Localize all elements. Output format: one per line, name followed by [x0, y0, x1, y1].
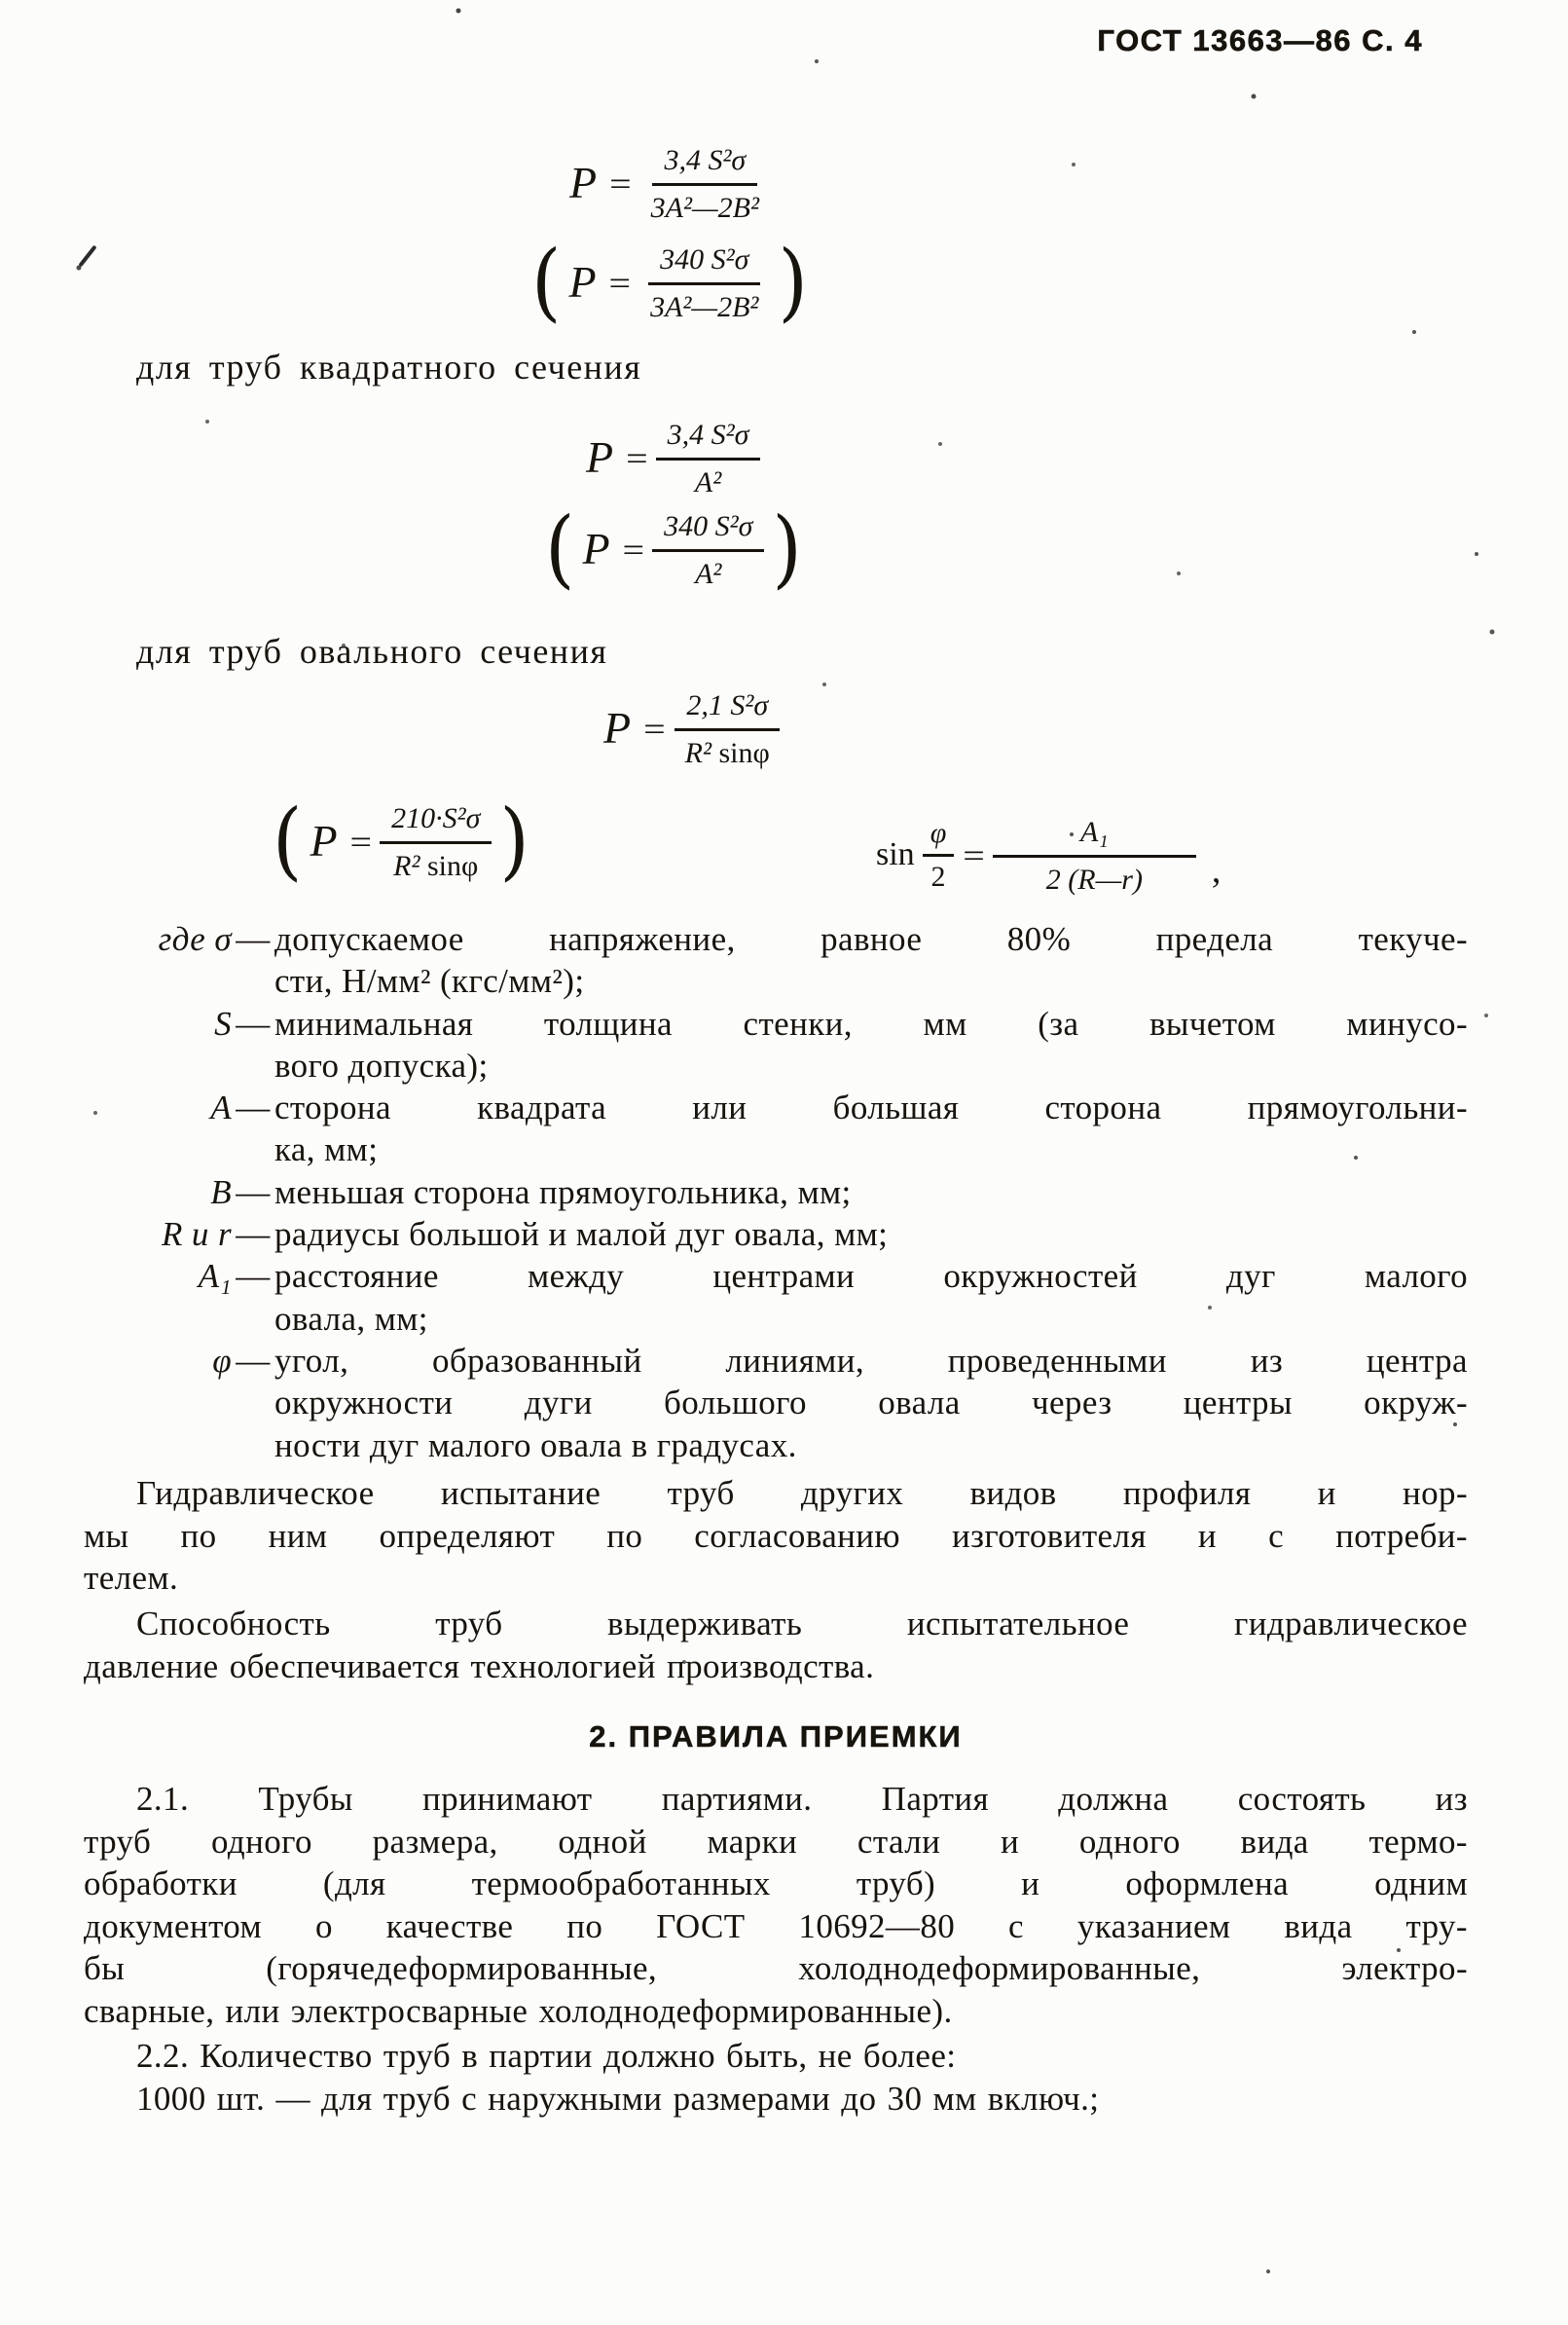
- formula-lhs: P: [582, 524, 610, 573]
- definition-text: [274, 1003, 1468, 1088]
- fraction-denominator: 2: [930, 861, 946, 893]
- equals-sign: =: [608, 263, 631, 302]
- den-variable: R²: [684, 737, 711, 769]
- definition-term: R и r: [162, 1215, 232, 1254]
- den-function: sinφ: [427, 850, 479, 882]
- fraction-denominator: 3A²—2B²: [650, 291, 759, 323]
- definition-row-a: [84, 1087, 1468, 1171]
- equals-sign: =: [609, 164, 631, 203]
- fraction: [923, 817, 955, 893]
- text-line: Гидравлическое испытание труб других видов профиля и нор-: [136, 1474, 1468, 1512]
- equals-sign: =: [626, 438, 647, 477]
- definition-row-phi: [84, 1340, 1468, 1466]
- fraction-denominator: [382, 844, 490, 882]
- definition-term: A: [210, 1089, 232, 1127]
- definition-dash: —: [236, 1172, 271, 1211]
- text-line: 1000 шт. — для труб с наружными размерами до 30 мм включ.;: [136, 2080, 1100, 2118]
- fraction-denominator: [674, 731, 782, 769]
- definition-text: [274, 1340, 1468, 1466]
- definition-text: [274, 1255, 1468, 1340]
- formula-rect-pressure-kgs: [524, 233, 816, 332]
- text-line: радиусы большой и малой дуг овала, мм;: [274, 1215, 889, 1254]
- text-line: минимальная толщина стенки, мм (за вычетом минусо-: [274, 1004, 1468, 1043]
- text-line: труб одного размера, одной марки стали и одного вида термо-: [84, 1822, 1468, 1861]
- formula-square-pressure-kgs: [537, 499, 810, 599]
- paragraph-2-2-qty-1000: [84, 2078, 1468, 2121]
- definition-text: [274, 1213, 1468, 1255]
- paragraph-capability: [84, 1603, 1468, 1687]
- text-line: сварные, или электросварные холоднодеформированные).: [84, 1991, 953, 2030]
- fraction: [652, 508, 764, 590]
- fraction-denominator: 2 (R—r): [1045, 864, 1143, 896]
- formula-lhs: P: [568, 257, 597, 307]
- left-paren: (: [545, 499, 575, 599]
- formula-rect-pressure: [569, 142, 771, 224]
- fraction-numerator: A₁: [993, 814, 1196, 858]
- formula-sin-half-angle: [876, 814, 1221, 896]
- definition-term: S: [214, 1004, 232, 1043]
- trailing-comma: ,: [1211, 850, 1222, 891]
- text-line: угол, образованный линиями, проведенными из центра: [274, 1341, 1468, 1380]
- den-function: sinφ: [718, 737, 770, 769]
- definition-dash: —: [236, 1257, 271, 1296]
- right-paren: ): [499, 792, 529, 891]
- den-variable: R²: [393, 850, 420, 882]
- fraction-denominator: A²: [694, 466, 722, 498]
- sin-function: sin: [876, 836, 915, 872]
- fraction-denominator: A²: [695, 558, 722, 590]
- definition-term: φ: [212, 1341, 232, 1380]
- definition-dash: —: [236, 1215, 271, 1254]
- text-line: Способность труб выдерживать испытательное гидравлическое: [136, 1605, 1468, 1642]
- text-line: ка, мм;: [274, 1130, 379, 1169]
- text-line: сторона квадрата или большая сторона прямоугольни-: [274, 1089, 1468, 1127]
- right-paren: ): [772, 499, 802, 599]
- text-line: мы по ним определяют по согласованию изготовителя и с потреби-: [84, 1516, 1468, 1555]
- stray-pen-mark: [78, 245, 96, 268]
- definition-term: B: [210, 1172, 232, 1211]
- definition-dash: —: [236, 1004, 271, 1043]
- definition-dash: —: [236, 1341, 271, 1380]
- definition-term: A₁: [198, 1257, 232, 1296]
- fraction: [380, 800, 492, 882]
- definition-row-r: [84, 1213, 1468, 1255]
- text-line: документом о качестве по ГОСТ 10692—80 с указанием вида тру-: [84, 1906, 1468, 1945]
- definition-text: [274, 918, 1468, 1003]
- text-line: 2.2. Количество труб в партии должно быть, не более:: [136, 2037, 957, 2075]
- fraction-numerator: φ: [923, 817, 955, 857]
- text-line: допускаемое напряжение, равное 80% предела текуче-: [274, 920, 1468, 958]
- text-line: вого допуска);: [274, 1046, 489, 1085]
- formula-square-pressure: [586, 417, 760, 498]
- formula-lhs: P: [569, 158, 598, 207]
- fraction: [993, 814, 1196, 896]
- fraction-numerator: 340 S²σ: [648, 241, 760, 285]
- definitions-list: [84, 918, 1468, 1466]
- paragraph-2-1-batches: [84, 1778, 1468, 2033]
- equals-sign: =: [622, 530, 644, 569]
- equals-sign: =: [643, 709, 665, 748]
- fraction: [638, 241, 770, 323]
- page-header: ГОСТ 13663—86 С. 4: [1097, 23, 1423, 57]
- text-line: давление обеспечивается технологией производства.: [84, 1646, 875, 1685]
- text-line: сти, Н/мм² (кгс/мм²);: [274, 962, 585, 1001]
- fraction-numerator: 340 S²σ: [652, 508, 764, 552]
- paragraph-hydraulic-test: [84, 1472, 1468, 1600]
- right-paren: ): [778, 233, 808, 332]
- formula-oval-pressure-kgs: [265, 792, 537, 891]
- label-oval-section: для труб овального сечения: [136, 632, 608, 671]
- left-paren: (: [273, 792, 303, 891]
- definition-row-b: [84, 1171, 1468, 1213]
- text-line: меньшая сторона прямоугольника, мм;: [274, 1172, 852, 1211]
- fraction-numerator: 2,1 S²σ: [675, 687, 780, 731]
- definition-row-s: [84, 1003, 1468, 1088]
- fraction: [656, 417, 761, 498]
- definition-text: [274, 1087, 1468, 1171]
- text-line: телем.: [84, 1559, 179, 1598]
- left-paren: (: [531, 233, 562, 332]
- formula-lhs: P: [603, 703, 632, 753]
- label-square-section: для труб квадратного сечения: [136, 348, 642, 387]
- text-line: бы (горячедеформированные, холоднодеформированные, электро-: [84, 1949, 1468, 1988]
- fraction-numerator: 210·S²σ: [380, 800, 492, 844]
- text-line: овала, мм;: [274, 1299, 428, 1338]
- definition-dash: —: [236, 920, 271, 958]
- equals-sign: =: [349, 822, 372, 861]
- text-line: расстояние между центрами окружностей дуг малого: [274, 1257, 1468, 1296]
- fraction-denominator: 3A²—2B²: [650, 192, 759, 224]
- text-line: 2.1. Трубы принимают партиями. Партия должна состоять из: [136, 1780, 1468, 1818]
- definition-term: где σ: [158, 920, 232, 958]
- section-heading-acceptance-rules: 2. ПРАВИЛА ПРИЕМКИ: [589, 1719, 963, 1753]
- fraction-numerator: 3,4 S²σ: [656, 417, 761, 461]
- definition-dash: —: [236, 1089, 271, 1127]
- definition-row-a1: [84, 1255, 1468, 1340]
- fraction: [639, 142, 771, 224]
- text-line: окружности дуги большого овала через центры окруж-: [274, 1384, 1468, 1422]
- definition-text: [274, 1171, 1468, 1213]
- formula-lhs: P: [310, 816, 338, 866]
- equals-sign: =: [963, 835, 984, 874]
- text-line: ности дуг малого овала в градусах.: [274, 1425, 797, 1464]
- formula-lhs: P: [586, 432, 614, 482]
- fraction-numerator: 3,4 S²σ: [652, 142, 757, 186]
- text-line: обработки (для термообработанных труб) и оформлена одним: [84, 1864, 1468, 1903]
- definition-row-sigma: [84, 918, 1468, 1003]
- scan-speckles: [0, 0, 2, 2]
- formula-oval-pressure: [603, 687, 782, 769]
- paragraph-2-2-quantity: [84, 2035, 1468, 2078]
- fraction: [674, 687, 782, 769]
